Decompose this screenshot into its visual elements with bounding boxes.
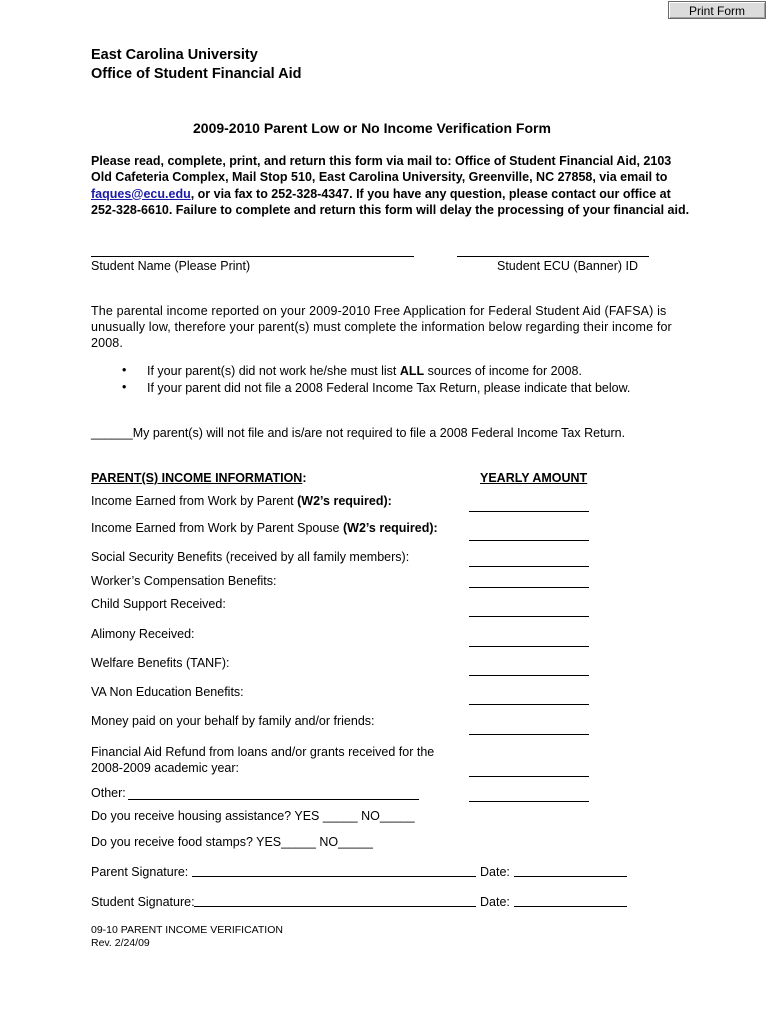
amount-line-work-spouse[interactable] xyxy=(469,540,589,541)
income-label-work-spouse xyxy=(91,521,438,535)
amount-line-social-security[interactable] xyxy=(469,566,589,567)
bullet-1-text-end: sources of income for 2008. xyxy=(424,364,582,378)
parent-signature-label: Parent Signature: xyxy=(91,865,189,879)
student-signature-line[interactable] xyxy=(194,906,476,907)
student-id-label: Student ECU (Banner) ID xyxy=(497,259,639,273)
parent-date-line[interactable] xyxy=(514,876,627,877)
income-work-parent-text: Income Earned from Work by Parent xyxy=(91,494,298,508)
income-label-child-support: Child Support Received: xyxy=(91,597,226,611)
yearly-amount-heading: YEARLY AMOUNT xyxy=(480,471,588,485)
footer-form-id: 09-10 PARENT INCOME VERIFICATION xyxy=(91,924,283,936)
income-label-va: VA Non Education Benefits: xyxy=(91,685,244,699)
amount-line-va[interactable] xyxy=(469,704,589,705)
student-name-label: Student Name (Please Print) xyxy=(91,259,251,273)
income-label-fa-refund-1: Financial Aid Refund from loans and/or grants received for the xyxy=(91,745,435,759)
amount-line-work-parent[interactable] xyxy=(469,511,589,512)
print-form-button[interactable]: Print Form xyxy=(668,1,766,19)
fafsa-paragraph: The parental income reported on your 2009-2010 Free Application for Federal Student Aid (FAFSA) is unusually low, therefore your parent(s) must complete the information below regarding their income for 2008. xyxy=(91,304,672,350)
bullet-item-2: If your parent did not file a 2008 Federal Income Tax Return, please indicate that below. xyxy=(147,381,631,395)
amount-line-money-paid[interactable] xyxy=(469,734,589,735)
parent-signature-line[interactable] xyxy=(192,876,476,877)
income-label-workers-comp: Worker’s Compensation Benefits: xyxy=(91,574,277,588)
instructions-text-1: Please read, complete, print, and return this form via mail to: Office of Student Financial Aid, 2103 Old Cafeteria Complex, Mail Stop 510, East Carolina University, Greenville, NC 27858, via email to xyxy=(91,154,672,185)
amount-line-workers-comp[interactable] xyxy=(469,587,589,588)
student-signature-label: Student Signature: xyxy=(91,895,195,909)
amount-line-fa-refund[interactable] xyxy=(469,776,589,777)
other-description-line[interactable] xyxy=(128,799,419,800)
bullet-1-text: If your parent(s) did not work he/she must list xyxy=(147,364,400,378)
income-label-social-security: Social Security Benefits (received by all family members): xyxy=(91,550,410,564)
no-file-statement xyxy=(91,426,625,440)
housing-question: Do you receive housing assistance? YES _____ NO_____ xyxy=(91,809,415,823)
income-label-money-paid: Money paid on your behalf by family and/or friends: xyxy=(91,714,375,728)
office-name: Office of Student Financial Aid xyxy=(91,66,302,82)
amount-line-other[interactable] xyxy=(469,801,589,802)
income-info-heading xyxy=(91,471,307,485)
no-file-text: My parent(s) will not file and is/are not required to file a 2008 Federal Income Tax Return. xyxy=(132,426,626,440)
bullet-dot: • xyxy=(122,380,127,394)
amount-line-welfare[interactable] xyxy=(469,675,589,676)
income-work-spouse-text: Income Earned from Work by Parent Spouse xyxy=(91,521,343,535)
footer-revision: Rev. 2/24/09 xyxy=(91,937,150,949)
instructions-text-2: , or via fax to 252-328-4347. If you have any question, please contact our office at 252-328-6610. Failure to complete and return this form will delay the processing of your financial aid. xyxy=(91,186,690,217)
income-work-spouse-note: (W2’s required): xyxy=(342,521,438,535)
email-link[interactable]: faques@ecu.edu xyxy=(91,186,191,201)
food-stamps-question: Do you receive food stamps? YES_____ NO_____ xyxy=(91,835,373,849)
form-title: 2009-2010 Parent Low or No Income Verification Form xyxy=(193,120,551,136)
income-label-work-parent xyxy=(91,494,392,508)
income-label-welfare: Welfare Benefits (TANF): xyxy=(91,656,230,670)
instructions-paragraph xyxy=(91,153,691,218)
bullet-item-1 xyxy=(147,364,582,378)
income-label-alimony: Alimony Received: xyxy=(91,627,195,641)
amount-line-alimony[interactable] xyxy=(469,646,589,647)
university-name: East Carolina University xyxy=(91,47,258,63)
amount-line-child-support[interactable] xyxy=(469,616,589,617)
student-name-line[interactable] xyxy=(91,256,414,257)
income-label-other: Other: xyxy=(91,786,126,800)
income-info-heading-text: PARENT(S) INCOME INFORMATION xyxy=(91,471,303,485)
bullet-1-bold: ALL xyxy=(399,364,425,378)
no-file-blank[interactable]: ______ xyxy=(91,426,133,440)
income-info-heading-colon: : xyxy=(302,471,307,485)
student-date-label: Date: xyxy=(480,895,510,909)
parent-date-label: Date: xyxy=(480,865,510,879)
income-work-parent-note: (W2’s required): xyxy=(297,494,392,508)
student-date-line[interactable] xyxy=(514,906,627,907)
student-id-line[interactable] xyxy=(457,256,649,257)
income-label-fa-refund-2: 2008-2009 academic year: xyxy=(91,761,240,775)
bullet-dot: • xyxy=(122,363,127,377)
